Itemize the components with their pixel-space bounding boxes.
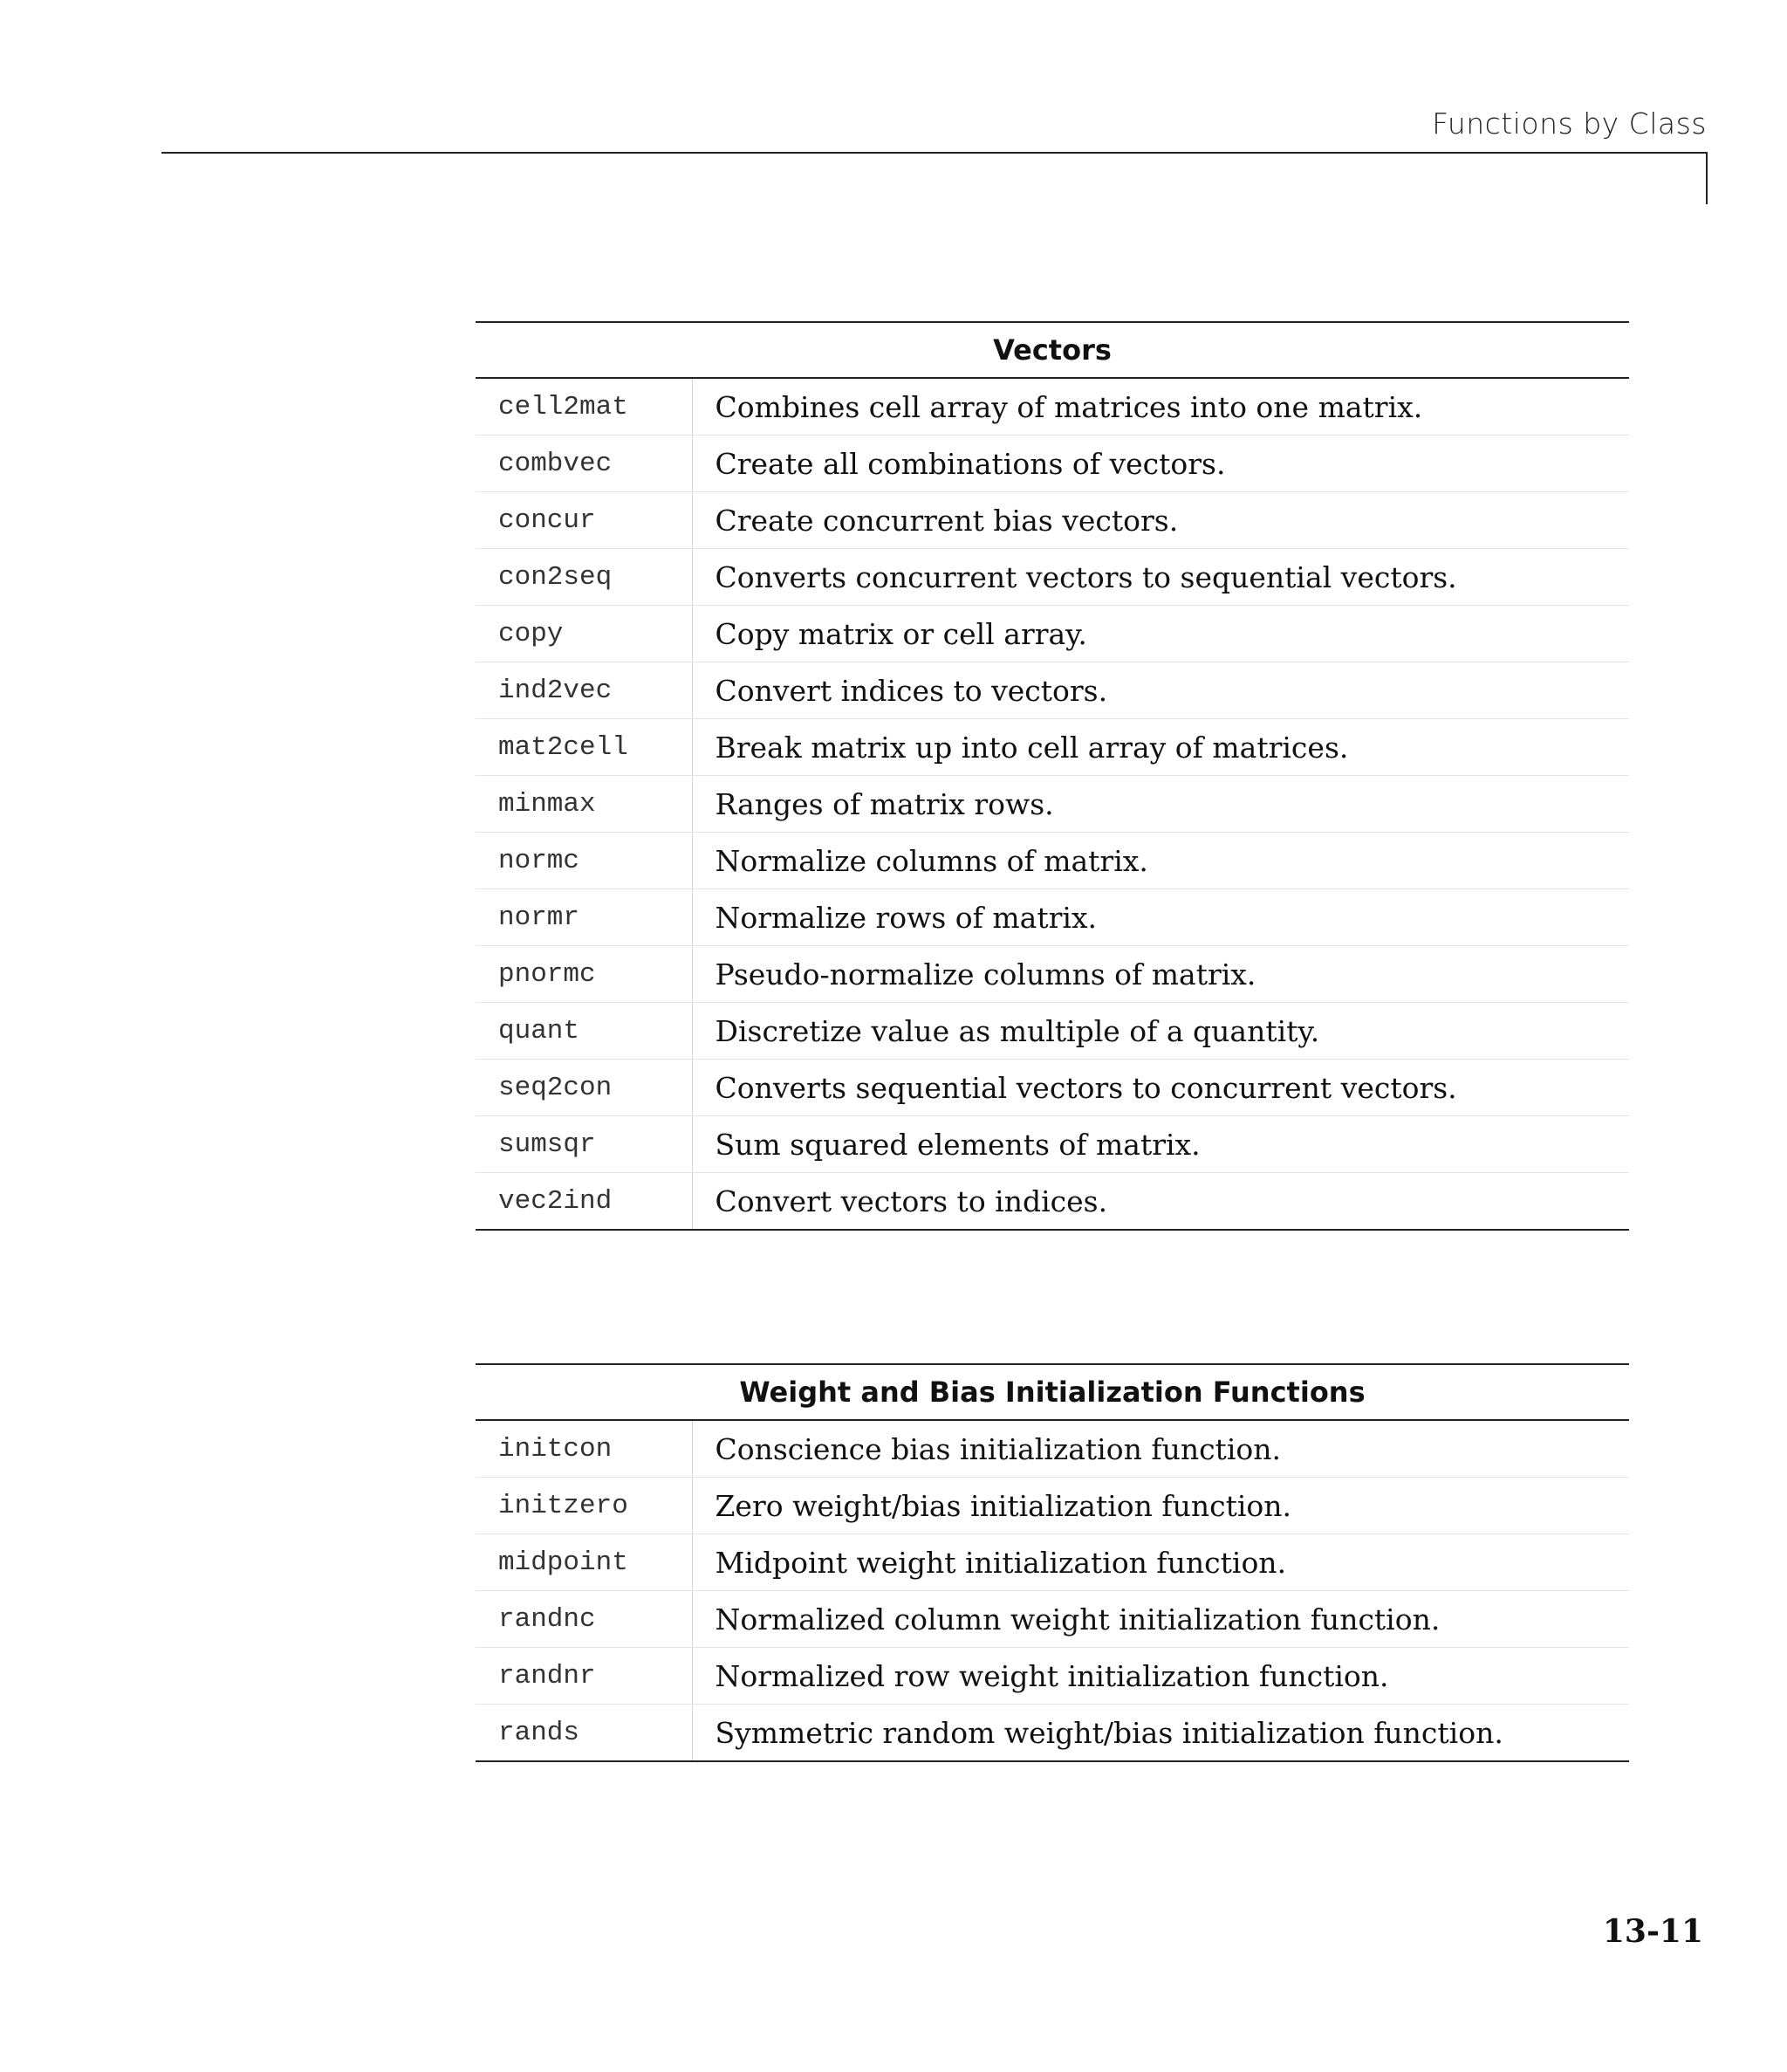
function-name: ind2vec [476,662,692,719]
function-name: cell2mat [476,378,692,436]
running-head-title: Functions by Class [1432,106,1707,141]
table-row [476,1003,1629,1060]
function-description: Discretize value as multiple of a quantity. [692,1003,1629,1060]
table-row [476,1591,1629,1648]
vectors-table [476,321,1629,1231]
header-rule [161,152,1708,154]
function-name: initzero [476,1478,692,1534]
table-title: Weight and Bias Initialization Functions [476,1364,1629,1420]
table-row [476,946,1629,1003]
function-description: Midpoint weight initialization function. [692,1534,1629,1591]
function-name: mat2cell [476,719,692,776]
page-number: 13-11 [1602,1913,1703,1950]
table-row [476,1478,1629,1534]
initialization-functions-table [476,1363,1629,1762]
function-name: rands [476,1705,692,1762]
function-description: Copy matrix or cell array. [692,606,1629,662]
table-header-row [476,1364,1629,1420]
table-body [476,1420,1629,1761]
function-description: Symmetric random weight/bias initialization function. [692,1705,1629,1762]
function-description: Convert vectors to indices. [692,1173,1629,1231]
table-row [476,1420,1629,1478]
function-name: initcon [476,1420,692,1478]
function-description: Normalized row weight initialization function. [692,1648,1629,1705]
table-row [476,776,1629,833]
table-row [476,1648,1629,1705]
table-header-row [476,322,1629,378]
function-description: Convert indices to vectors. [692,662,1629,719]
function-description: Combines cell array of matrices into one matrix. [692,378,1629,436]
function-description: Conscience bias initialization function. [692,1420,1629,1478]
table-row [476,549,1629,606]
table-title: Vectors [476,322,1629,378]
function-description: Converts concurrent vectors to sequential vectors. [692,549,1629,606]
function-name: pnormc [476,946,692,1003]
function-name: combvec [476,436,692,492]
function-name: con2seq [476,549,692,606]
table-row [476,1705,1629,1762]
function-name: vec2ind [476,1173,692,1231]
function-description: Normalized column weight initialization function. [692,1591,1629,1648]
function-description: Sum squared elements of matrix. [692,1116,1629,1173]
function-description: Break matrix up into cell array of matrices. [692,719,1629,776]
function-name: randnr [476,1648,692,1705]
function-name: randnc [476,1591,692,1648]
table-row [476,492,1629,549]
table-row [476,719,1629,776]
table-row [476,833,1629,889]
table-body [476,378,1629,1230]
table-row [476,1534,1629,1591]
function-description: Create all combinations of vectors. [692,436,1629,492]
function-name: seq2con [476,1060,692,1116]
function-description: Ranges of matrix rows. [692,776,1629,833]
table-row [476,1173,1629,1231]
function-name: normc [476,833,692,889]
function-name: sumsqr [476,1116,692,1173]
function-name: copy [476,606,692,662]
table-row [476,1116,1629,1173]
function-name: minmax [476,776,692,833]
function-name: midpoint [476,1534,692,1591]
function-description: Pseudo-normalize columns of matrix. [692,946,1629,1003]
function-description: Create concurrent bias vectors. [692,492,1629,549]
function-description: Converts sequential vectors to concurrent vectors. [692,1060,1629,1116]
function-description: Zero weight/bias initialization function. [692,1478,1629,1534]
function-name: normr [476,889,692,946]
table-row [476,1060,1629,1116]
table-row [476,606,1629,662]
function-name: quant [476,1003,692,1060]
table-row [476,436,1629,492]
function-description: Normalize columns of matrix. [692,833,1629,889]
header-rule-tick [1706,152,1708,204]
function-name: concur [476,492,692,549]
function-description: Normalize rows of matrix. [692,889,1629,946]
table-row [476,662,1629,719]
table-row [476,378,1629,436]
table-row [476,889,1629,946]
